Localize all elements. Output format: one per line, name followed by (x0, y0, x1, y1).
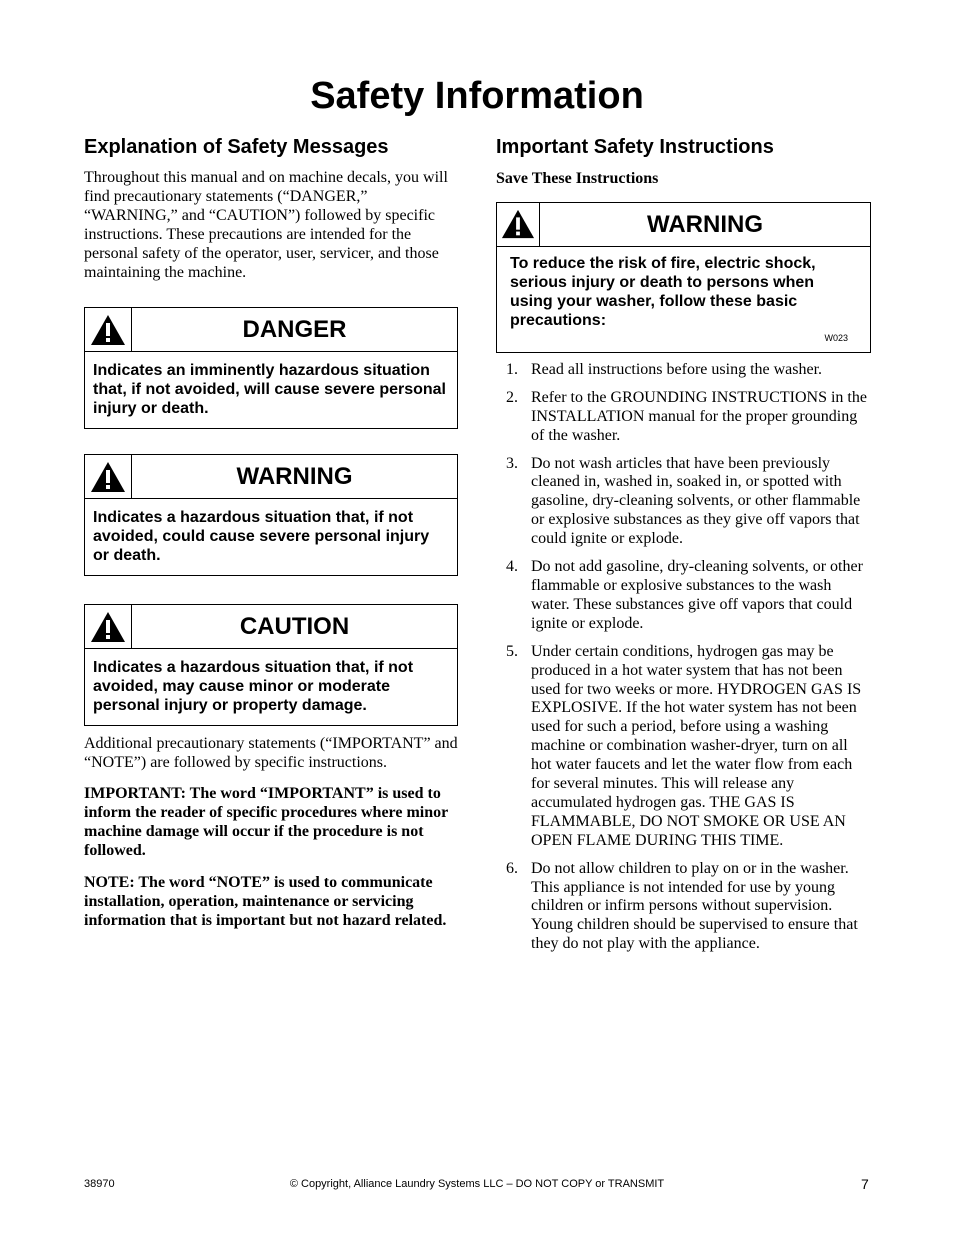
footer-copyright: © Copyright, Alliance Laundry Systems LLC – DO NOT COPY or TRANSMIT (289, 1178, 665, 1190)
additional-statements-paragraph: Additional precautionary statements (“IMPORTANT” and “NOTE”) are followed by specific instructions. (84, 735, 458, 772)
section-heading-explanation: Explanation of Safety Messages (84, 136, 389, 158)
caution-box-text: Indicates a hazardous situation that, if not avoided, may cause minor or moderate personal injury or property damage. (93, 659, 414, 715)
warning-triangle-icon (85, 455, 132, 498)
list-item: 4. Do not add gasoline, dry-cleaning solvents, or other flammable or explosive substances to the wash water. These substances give off vapors that could ignite or explode. (506, 558, 863, 632)
save-instructions-subheading: Save These Instructions (496, 170, 659, 187)
list-item: 5. Under certain conditions, hydrogen gas may be produced in a hot water system that has not been used for two weeks or more. HYDROGEN GAS IS EXPLOSIVE. If the hot water system has not been used for such a period, before using a washing machine or combination washer-dryer, turn on all hot water faucets and let the water flow from each for several minutes. This will release any accumulated hydrogen gas. THE GAS IS FLAMMABLE, DO NOT SMOKE OR USE AN OPEN FLAME DURING THIS TIME. (506, 642, 862, 849)
list-item: 6. Do not allow children to play on or in the washer. This appliance is not intended for use by young children or infirm persons without supervision. Young children should be supervised to ensure that they do not play with the appliance. (506, 859, 858, 953)
instructions-warning-body (497, 247, 870, 352)
danger-box-text: Indicates an imminently hazardous situation that, if not avoided, will cause severe personal injury or death. (93, 362, 446, 418)
warning-code: W023 (824, 332, 848, 343)
caution-box-header (85, 605, 457, 649)
left-column (84, 132, 458, 931)
note-definition: NOTE: The word “NOTE” is used to communicate installation, operation, maintenance or servicing information that is important but not hazard related. (84, 873, 447, 929)
danger-box-title: DANGER (242, 316, 347, 344)
right-column (496, 132, 871, 963)
list-item: 1. Read all instructions before using the washer. (506, 360, 823, 378)
intro-paragraph: Throughout this manual and on machine decals, you will find precautionary statements (“DANGER,” “WARNING,” and “CAUTION”) followed by specific instructions. These precautions are intended for the personal safety of the operator, user, servicer, and those maintaining the machine. (84, 169, 448, 281)
list-item: 3. Do not wash articles that have been previously cleaned in, washed in, soaked in, or spotted with gasoline, dry-cleaning solvents, or other flammable or explosive substances as they give off vapors that could ignite or explode. (506, 454, 861, 548)
caution-box (84, 604, 458, 726)
instructions-warning-text: To reduce the risk of fire, electric shock, serious injury or death to persons when using your washer, follow these basic precautions: (510, 254, 816, 329)
danger-box (84, 307, 458, 429)
instructions-warning-box (496, 202, 871, 353)
warning-box (84, 454, 458, 576)
instructions-warning-triangle-icon (497, 203, 540, 246)
caution-warning-triangle-icon (85, 605, 132, 648)
instructions-warning-header (497, 203, 870, 247)
section-heading-important-safety: Important Safety Instructions (496, 136, 774, 158)
important-definition: IMPORTANT: The word “IMPORTANT” is used to inform the reader of specific procedures where minor machine damage will occur if the procedure is not followed. (84, 785, 448, 859)
footer-page-number: 7 (861, 1176, 869, 1192)
warning-box-title: WARNING (236, 463, 353, 491)
list-item: 2. Refer to the GROUNDING INSTRUCTIONS in the INSTALLATION manual for the proper grounding of the washer. (506, 388, 867, 444)
danger-warning-triangle-icon (85, 308, 132, 351)
footer-doc-number: 38970 (84, 1178, 115, 1190)
page-title: Safety Information (310, 75, 644, 117)
caution-box-title: CAUTION (239, 613, 350, 641)
warning-box-header (85, 455, 457, 499)
warning-box-text: Indicates a hazardous situation that, if not avoided, could cause severe personal injury or death. (93, 509, 430, 565)
safety-instructions-list (496, 361, 871, 954)
danger-box-header (85, 308, 457, 352)
instructions-warning-title: WARNING (647, 210, 763, 238)
